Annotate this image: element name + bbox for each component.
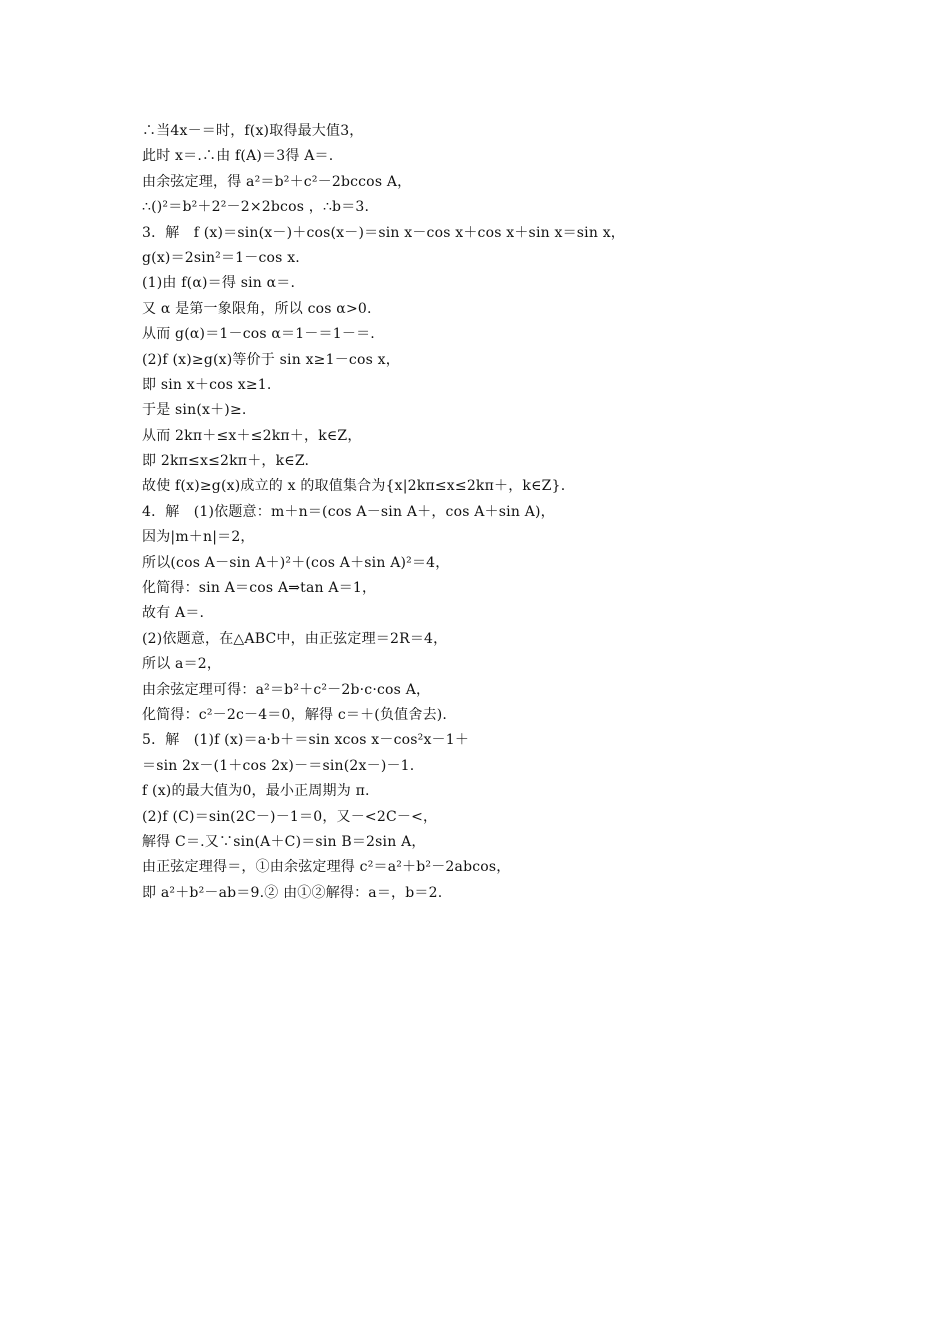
- text-line: (2)f (C)＝sin(2C－)－1＝0，又－<2C－<，: [142, 808, 438, 825]
- text-line: 从而 2kπ＋≤x＋≤2kπ＋，k∈Z，: [142, 427, 362, 444]
- text-line: 化简得：c²－2c－4＝0，解得 c＝＋(负值舍去).: [142, 706, 448, 723]
- text-line: 由余弦定理，得 a²＝b²＋c²－2bccos A，: [142, 173, 412, 190]
- text-line: (2)依题意，在△ABC中，由正弦定理＝2R＝4，: [142, 630, 448, 647]
- text-line: f (x)的最大值为0，最小正周期为 π.: [142, 783, 370, 800]
- text-line: 此时 x＝.∴由 f(A)＝3得 A＝.: [142, 148, 334, 165]
- text-line: 解得 C＝.又∵sin(A＋C)＝sin B＝2sin A，: [142, 833, 426, 850]
- text-line: (2)f (x)≥g(x)等价于 sin x≥1－cos x，: [142, 351, 400, 368]
- problem-4-heading: 4．解 (1)依题意：m＋n＝(cos A－sin A＋，cos A＋sin A)，: [142, 503, 555, 520]
- text-line: 从而 g(α)＝1－cos α＝1－＝1－＝.: [142, 326, 375, 343]
- text-line: 所以 a＝2，: [142, 656, 222, 673]
- problem-5-heading: 5．解 (1)f (x)＝a·b＋＝sin xcos x－cos²x－1＋: [142, 732, 470, 749]
- text-line: g(x)＝2sin²＝1－cos x.: [142, 249, 300, 266]
- text-line: 于是 sin(x＋)≥.: [142, 402, 247, 419]
- text-line: 所以(cos A－sin A＋)²＋(cos A＋sin A)²＝4，: [142, 554, 450, 571]
- text-line: 故有 A＝.: [142, 605, 205, 622]
- text-line: ∴()²＝b²＋2²－2×2bcos ，∴b＝3.: [142, 199, 370, 216]
- text-line: 即 2kπ≤x≤2kπ＋，k∈Z.: [142, 453, 310, 470]
- text-line: 因为|m＋n|＝2，: [142, 529, 255, 546]
- text-line: 由正弦定理得＝，①由余弦定理得 c²＝a²＋b²－2abcos，: [142, 859, 511, 876]
- text-line: 故使 f(x)≥g(x)成立的 x 的取值集合为{x|2kπ≤x≤2kπ＋，k∈Z}.: [142, 478, 566, 495]
- text-line: 即 sin x＋cos x≥1.: [142, 376, 272, 393]
- text-line: 即 a²＋b²－ab＝9.② 由①②解得：a＝，b＝2.: [142, 884, 443, 901]
- text-line: ∴当4x－＝时，f(x)取得最大值3，: [142, 123, 364, 139]
- text-line: ＝sin 2x－(1＋cos 2x)－＝sin(2x－)－1.: [142, 757, 415, 774]
- problem-3-heading: 3．解 f (x)＝sin(x－)＋cos(x－)＝sin x－cos x＋cos x＋sin x＝sin x，: [142, 224, 626, 241]
- solution-text: [142, 119, 832, 906]
- text-line: 又 α 是第一象限角，所以 cos α>0.: [142, 300, 372, 317]
- text-line: (1)由 f(α)＝得 sin α＝.: [142, 275, 296, 292]
- text-line: 由余弦定理可得：a²＝b²＋c²－2b·c·cos A，: [142, 681, 431, 698]
- text-line: 化简得：sin A＝cos A⇒tan A＝1，: [142, 580, 377, 597]
